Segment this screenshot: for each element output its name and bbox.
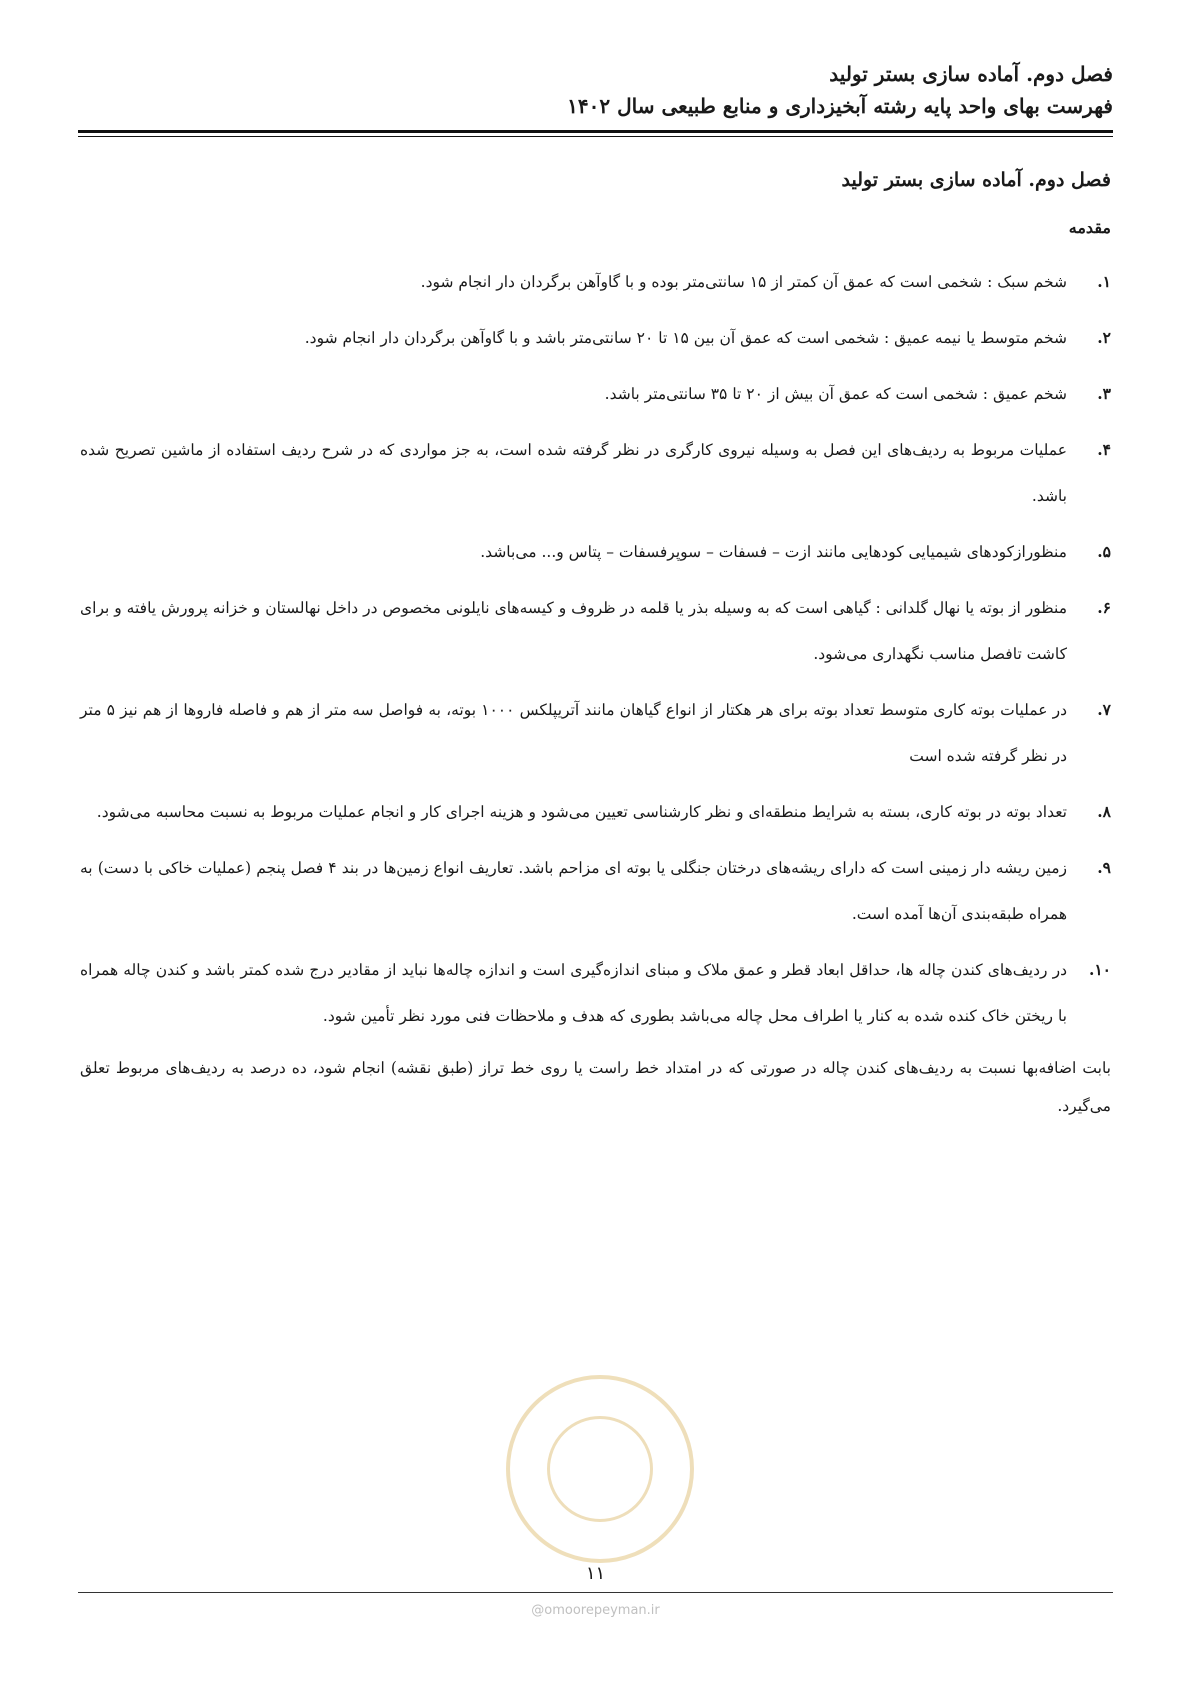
item-text: عملیات مربوط به ردیف‌های این فصل به وسیله نیروی کارگری در نظر گرفته شده است، به جز مواردی که در شرح ردیف استفاده از ماشین تصریح شده باشد. [80,441,1067,505]
list-item [80,315,1111,361]
watermark-inner-ring [547,1416,653,1522]
item-number: ۱۰. [1088,960,1111,979]
list-item [80,259,1111,305]
item-number: ۸. [1097,802,1111,821]
watermark-seal-icon [506,1375,694,1563]
closing-paragraph: بابت اضافه‌بها نسبت به ردیف‌های کندن چاله در صورتی که در امتداد خط راست یا روی خط تراز (طبق نقشه) انجام شود، ده درصد به ردیف‌های مربوط تعلق می‌گیرد. [80,1059,1111,1115]
footer-rule [78,1592,1113,1593]
list-item [80,371,1111,417]
footer-site-handle: @omoorepeyman.ir [531,1603,660,1618]
item-text: منظورازکودهای شیمیایی کودهایی مانند ازت – فسفات – سوپرفسفات – پتاس و... می‌باشد. [480,543,1067,561]
item-text: شخم متوسط یا نیمه عمیق : شخمی است که عمق آن بین ۱۵ تا ۲۰ سانتی‌متر باشد و با گاوآهن برگردان دار انجام شود. [304,329,1067,347]
header-price-list-line: فهرست بهای واحد پایه رشته آبخیزداری و منابع طبیعی سال ۱۴۰۲ [567,94,1113,118]
item-number: ۵. [1097,542,1111,561]
list-item [80,585,1111,677]
list-item [80,789,1111,835]
list-item [80,529,1111,575]
page-header [78,58,1113,122]
item-text: منظور از بوته یا نهال گلدانی : گیاهی است که به وسیله بذر یا قلمه در ظروف و کیسه‌های نایلونی مخصوص در داخل نهالستان و خزانه پرورش یافته و برای کاشت تافصل مناسب نگهداری می‌شود. [80,599,1067,663]
item-number: ۴. [1097,440,1111,459]
item-text: زمین ریشه دار زمینی است که دارای ریشه‌های درختان جنگلی یا بوته ای مزاحم باشد. تعاریف انواع زمین‌ها در بند ۴ فصل پنجم (عملیات خاکی با دست) به همراه طبقه‌بندی آن‌ها آمده است. [80,859,1067,923]
chapter-title: فصل دوم. آماده سازی بستر تولید [841,169,1111,191]
item-text: شخم عمیق : شخمی است که عمق آن بیش از ۲۰ تا ۳۵ سانتی‌متر باشد. [604,385,1067,403]
list-item [80,427,1111,519]
item-number: ۲. [1097,328,1111,347]
item-text: در ردیف‌های کندن چاله ها، حداقل ابعاد قطر و عمق ملاک و مبنای اندازه‌گیری است و اندازه چاله‌ها نباید از مقادیر درج شده کمتر باشد و کندن چاله همراه با ریختن خاک کنده شده به کنار یا اطراف محل چاله می‌باشد بطوری که هدف و ملاحظات فنی مورد نظر تأمین شود. [80,961,1067,1025]
list-item [80,947,1111,1039]
item-number: ۳. [1097,384,1111,403]
item-number: ۶. [1097,598,1111,617]
main-content [80,165,1111,1141]
intro-label: مقدمه [1068,218,1111,237]
item-text: در عملیات بوته کاری متوسط تعداد بوته برای هر هکتار از انواع گیاهان مانند آتریپلکس ۱۰۰۰ بوته، به فواصل سه متر از هم و فاصله فاروها از هم نیز ۵ متر در نظر گرفته شده است [80,701,1068,765]
item-number: ۱. [1097,272,1111,291]
header-rule-thick [78,130,1113,133]
list-item [80,845,1111,937]
header-chapter-line: فصل دوم. آماده سازی بستر تولید [829,62,1113,86]
item-number: ۷. [1097,700,1111,719]
list-item [80,687,1111,779]
item-text: شخم سبک : شخمی است که عمق آن کمتر از ۱۵ سانتی‌متر بوده و با گاوآهن برگردان دار انجام شود. [420,273,1067,291]
numbered-list [80,259,1111,1039]
header-rule-thin [78,136,1113,137]
page-number: ۱۱ [585,1563,606,1584]
item-text: تعداد بوته در بوته کاری، بسته به شرایط منطقه‌ای و نظر کارشناسی تعیین می‌شود و هزینه اجرای کار و انجام عملیات مربوط به نسبت محاسبه می‌شود. [96,803,1067,821]
item-number: ۹. [1097,858,1111,877]
